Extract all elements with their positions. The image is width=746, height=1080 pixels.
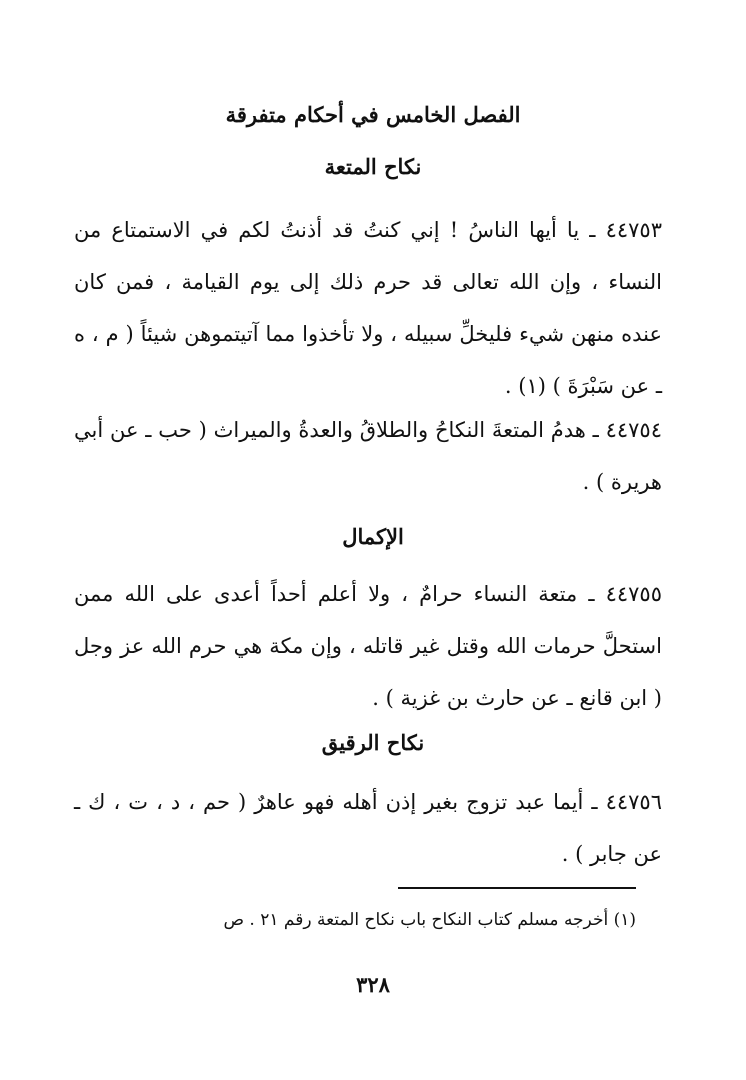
section-heading-slaves: نكاح الرقيق: [321, 730, 425, 755]
section-heading-mutah: نكاح المتعة: [324, 154, 422, 179]
hadith-44756: ٤٤٧٥٦ ـ أيما عبد تزوج بغير إذن أهله فهو عاهرٌ ( حم ، د ، ت ، ك ـ عن جابر ) .: [74, 790, 662, 866]
page-number: ٣٢٨: [356, 972, 390, 997]
footnote-divider: [398, 887, 636, 889]
chapter-title: الفصل الخامس في أحكام متفرقة: [225, 102, 521, 127]
hadith-44753: ٤٤٧٥٣ ـ يا أيها الناسُ ! إني كنتُ قد أذنتُ لكم في الاستمتاع من النساء ، وإن الله تعالى قد حرم ذلك إلى يوم القيامة ، فمن كان عنده منهن شيء فليخلِّ سبيله ، ولا تأخذوا مما آتيتموهن شيئاً ( م ، ه ـ عن سَبْرَةَ ) (١) .: [74, 218, 662, 398]
section-heading-ikmal: الإكمال: [342, 524, 404, 549]
footnote: (١) أخرجه مسلم كتاب النكاح باب نكاح المتعة رقم ٢١ . ص: [223, 910, 636, 930]
hadith-44755: ٤٤٧٥٥ ـ متعة النساء حرامٌ ، ولا أعلم أحداً أعدى على الله ممن استحلَّ حرمات الله وقتل غير قاتله ، وإن مكة هي حرم الله عز وجل ( ابن قانع ـ عن حارث بن غزية ) .: [74, 582, 662, 710]
hadith-44754: ٤٤٧٥٤ ـ هدمُ المتعةَ النكاحُ والطلاقُ والعدةُ والميراث ( حب ـ عن أبي هريرة ) .: [74, 418, 662, 494]
